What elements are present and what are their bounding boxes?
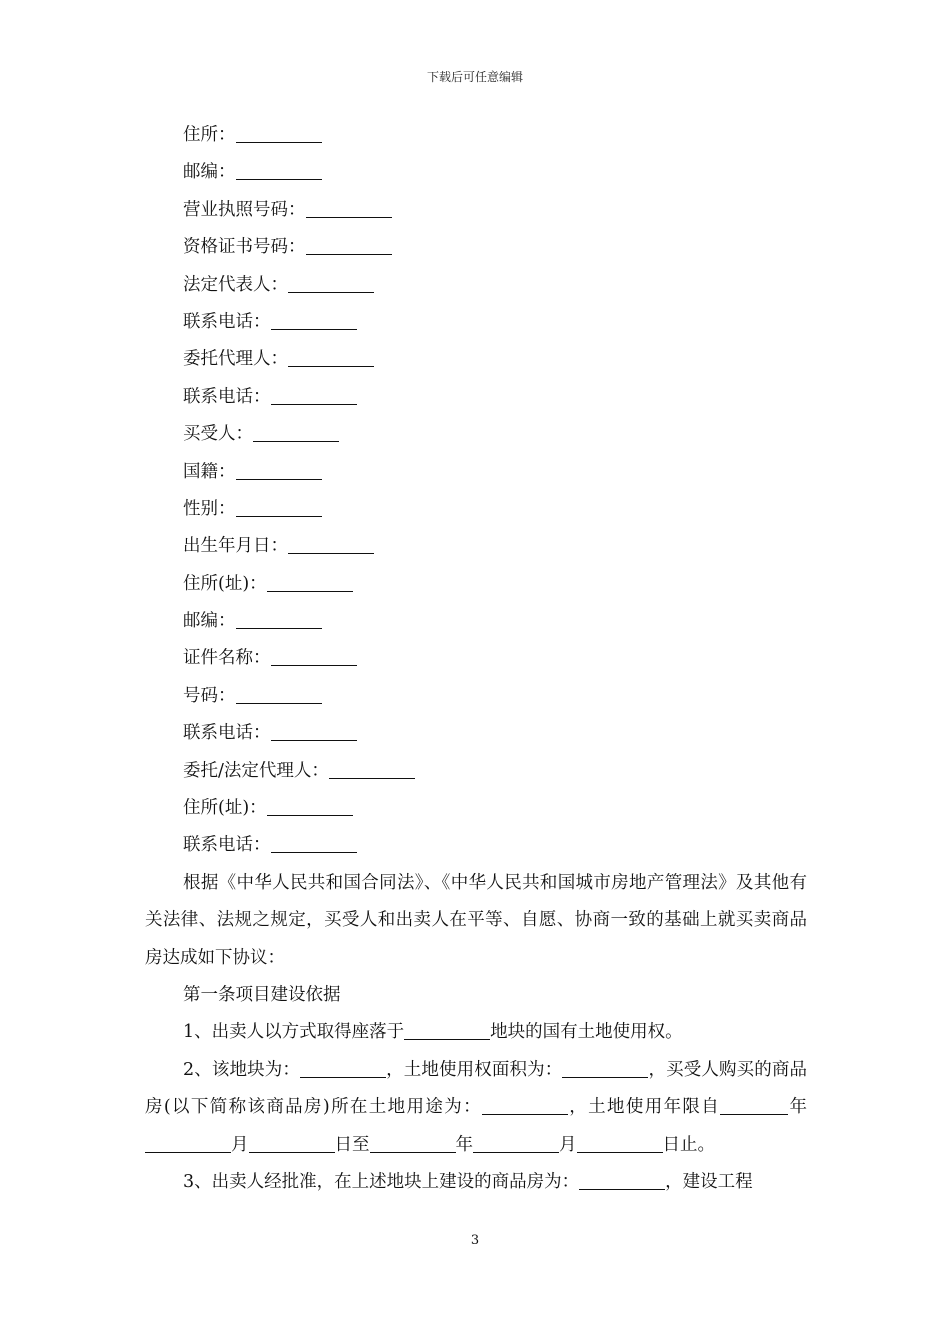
field-label: 联系电话：	[183, 311, 271, 332]
party-fields	[145, 117, 807, 865]
form-field-line	[145, 416, 807, 453]
blank-line[interactable]	[288, 291, 374, 293]
article-1-title: 第一条项目建设依据	[183, 985, 341, 1006]
form-field-line	[145, 229, 807, 266]
blank-line[interactable]	[370, 1151, 456, 1153]
field-label: 联系电话：	[183, 386, 271, 407]
form-field-line	[145, 678, 807, 715]
field-label: 国籍：	[183, 461, 236, 482]
field-label: 性别：	[183, 498, 236, 519]
field-label: 住所(址)：	[183, 573, 267, 594]
blank-line[interactable]	[271, 403, 357, 405]
blank-line[interactable]	[288, 552, 374, 554]
form-field-line	[145, 715, 807, 752]
blank-line[interactable]	[754, 1113, 788, 1115]
blank-line[interactable]	[253, 440, 339, 442]
blank-line[interactable]	[577, 1151, 663, 1153]
blank-line[interactable]	[236, 178, 322, 180]
field-label: 联系电话：	[183, 723, 271, 744]
blank-line[interactable]	[271, 328, 357, 330]
blank-line[interactable]	[267, 590, 353, 592]
blank-line[interactable]	[473, 1151, 559, 1153]
form-field-line	[145, 753, 807, 790]
form-field-line	[145, 267, 807, 304]
form-field-line	[145, 566, 807, 603]
page-number: 3	[470, 1233, 480, 1248]
field-label: 营业执照号码：	[183, 199, 306, 220]
clause-3: 3、出卖人经批准，在上述地块上建设的商品房为： ，建设工程	[183, 1172, 753, 1193]
blank-line[interactable]	[236, 141, 322, 143]
blank-line[interactable]	[271, 664, 357, 666]
form-field-line	[145, 528, 807, 565]
blank-line[interactable]	[306, 216, 392, 218]
blank-line[interactable]	[236, 478, 322, 480]
field-label: 住所：	[183, 125, 236, 145]
form-field-line	[145, 341, 807, 378]
field-label: 号码：	[183, 685, 236, 706]
form-field-line	[145, 304, 807, 341]
blank-line[interactable]	[306, 253, 392, 255]
field-label: 邮编：	[183, 162, 236, 183]
blank-line[interactable]	[562, 1076, 648, 1078]
contract-body	[145, 117, 807, 1201]
field-label: 联系电话：	[183, 835, 271, 856]
field-label: 委托/法定代理人：	[183, 760, 329, 781]
form-field-line	[145, 603, 807, 640]
clause-1: 1、出卖人以方式取得座落于 地块的国有土地使用权。	[183, 1022, 683, 1043]
blank-line[interactable]	[288, 365, 374, 367]
clause-2: 2、该地块为： ，土地使用权面积为： ，买受人购买的商品房(以下简称该商品房)所在土地用途为： ，土地使用年限自 年月 日至 年 月 日止。	[145, 1059, 808, 1155]
blank-line[interactable]	[236, 515, 322, 517]
field-label: 出生年月日：	[183, 536, 288, 557]
blank-line[interactable]	[267, 814, 353, 816]
field-label: 法定代表人：	[183, 274, 288, 295]
basis-paragraph: 根据《中华人民共和国合同法》、《中华人民共和国城市房地产管理法》及其他有关法律、法规之规定，买受人和出卖人在平等、自愿、协商一致的基础上就买卖商品房达成如下协议：	[145, 872, 807, 968]
form-field-line	[145, 640, 807, 677]
blank-line[interactable]	[300, 1076, 386, 1078]
blank-line[interactable]	[329, 777, 415, 779]
field-label: 买受人：	[183, 424, 253, 445]
blank-line[interactable]	[249, 1151, 335, 1153]
blank-line[interactable]	[404, 1038, 490, 1040]
form-field-line	[145, 192, 807, 229]
blank-line[interactable]	[720, 1113, 754, 1115]
blank-line[interactable]	[236, 702, 322, 704]
form-field-line	[145, 790, 807, 827]
blank-line[interactable]	[271, 739, 357, 741]
form-field-line	[145, 827, 807, 864]
field-label: 邮编：	[183, 611, 236, 632]
form-field-line	[145, 454, 807, 491]
blank-line[interactable]	[145, 1151, 231, 1153]
blank-line[interactable]	[271, 851, 357, 853]
blank-line[interactable]	[236, 627, 322, 629]
blank-line[interactable]	[482, 1113, 568, 1115]
form-field-line	[145, 154, 807, 191]
page-header: 下载后可任意编辑	[426, 70, 523, 84]
field-label: 证件名称：	[183, 648, 271, 669]
form-field-line	[145, 491, 807, 528]
field-label: 委托代理人：	[183, 349, 288, 370]
field-label: 住所(址)：	[183, 798, 267, 819]
form-field-line	[145, 379, 807, 416]
form-field-line	[145, 117, 807, 154]
field-label: 资格证书号码：	[183, 237, 306, 258]
blank-line[interactable]	[579, 1188, 665, 1190]
